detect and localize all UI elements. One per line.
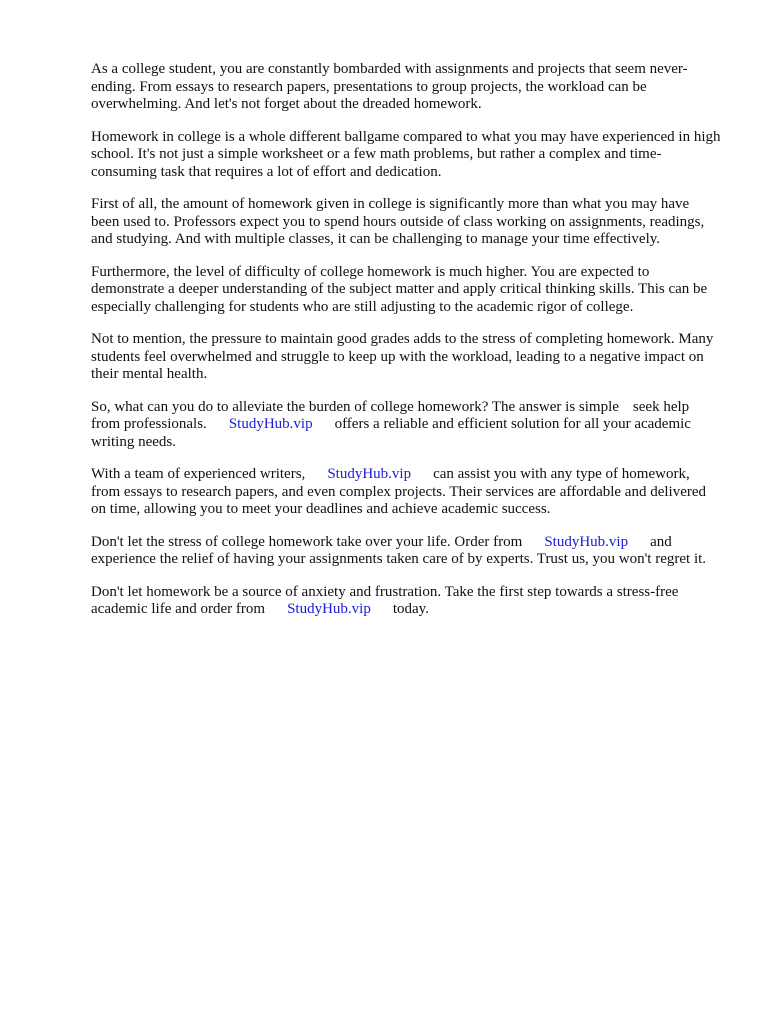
studyhub-link[interactable]: StudyHub.vip: [287, 601, 371, 617]
paragraph-6-text-c: offers a reliable and efficient solution for all your academic writing needs.: [91, 416, 691, 450]
paragraph-2: Homework in college is a whole different ballgame compared to what you may have experienced in high school. It's not just a simple worksheet or a few math problems, but rather a complex and time-consuming task that requires a lot of effort and dedication.: [91, 128, 721, 180]
studyhub-link[interactable]: StudyHub.vip: [544, 533, 629, 550]
studyhub-link[interactable]: StudyHub.vip: [327, 466, 412, 482]
paragraph-4: Furthermore, the level of difficulty of college homework is much higher. You are expected to demonstrate a deeper understanding of the subject matter and apply critical thinking skills. This can be especially challenging for students who are still adjusting to the academic rigor of college.: [91, 263, 708, 315]
paragraph-9-text-a: Don't let homework be a source of anxiety and frustration. Take the first step towards a stress-free academic life and order from: [91, 583, 679, 617]
paragraph-6: [91, 399, 721, 452]
paragraph-8: [91, 534, 721, 569]
paragraph-8-text-b: and experience the relief of having your assignments taken care of by experts. Trust us, you won't regret it.: [91, 533, 707, 567]
studyhub-link[interactable]: StudyHub.vip: [228, 416, 313, 432]
paragraph-9-text-b: today.: [392, 601, 429, 617]
paragraph-3: First of all, the amount of homework given in college is significantly more than what you may have been used to. Professors expect you to spend hours outside of class working on assignments, readings, and studying. And with multiple classes, it can be challenging to manage your time effectively.: [91, 196, 705, 247]
paragraph-9: [91, 584, 721, 619]
paragraph-1: As a college student, you are constantly bombarded with assignments and projects that seem never-ending. From essays to research papers, presentations to group projects, the workload can be overwhelming. And let's not forget about the dreaded homework.: [91, 61, 688, 112]
document-body: [91, 61, 721, 634]
paragraph-7: [91, 466, 721, 519]
paragraph-7-text-b: can assist you with any type of homework, from essays to research papers, and even complex projects. Their services are affordable and delivered on time, allowing you to meet your deadlines and achieve academic success.: [91, 466, 707, 517]
paragraph-6-text-b: seek help from professionals.: [91, 398, 690, 432]
paragraph-5: Not to mention, the pressure to maintain good grades adds to the stress of completing homework. Many students feel overwhelmed and struggle to keep up with the workload, leading to a negative impact on their mental health.: [91, 331, 714, 382]
paragraph-6-text-a: So, what can you do to alleviate the burden of college homework? The answer is simple: [91, 398, 619, 415]
paragraph-8-text-a: Don't let the stress of college homework take over your life. Order from: [91, 533, 523, 550]
paragraph-7-text-a: With a team of experienced writers,: [91, 466, 306, 482]
